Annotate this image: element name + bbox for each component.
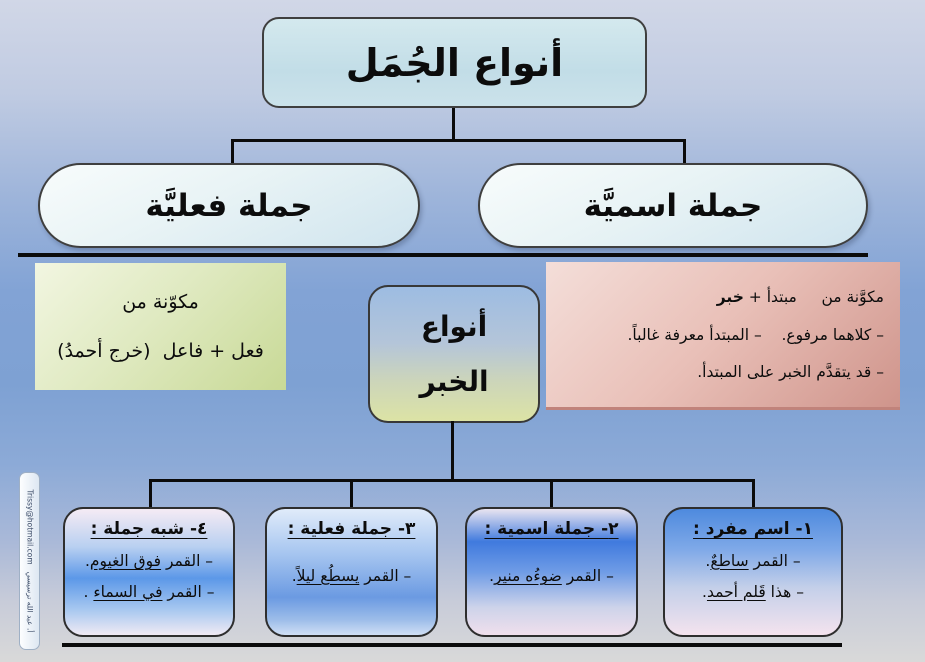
example-segment: – القمر — [359, 567, 412, 585]
example-segment: . — [705, 552, 711, 570]
type2-example-1 — [489, 567, 614, 585]
example-underlined: في السماء — [93, 583, 163, 601]
example-segment: . — [84, 552, 90, 570]
watermark-badge — [19, 472, 40, 650]
connector-type2-drop — [550, 479, 553, 508]
divider-line-bottom — [62, 643, 842, 647]
nominal-note-line1 — [562, 288, 884, 306]
type4-title: ٤- شبه جملة : — [90, 519, 208, 539]
connector-branch-left-drop — [231, 139, 234, 166]
connector-branch-right-drop — [683, 139, 686, 166]
nominal-note-line2: – كلاهما مرفوع. – المبتدأ معرفة غالباً. — [627, 325, 884, 344]
connector-type1-drop — [752, 479, 755, 508]
branch-nominal-pill — [478, 163, 868, 248]
type-box-nominal-sentence — [465, 507, 638, 637]
connector-type4-drop — [149, 479, 152, 508]
connector-branch-bar — [231, 139, 686, 142]
example-segment: – القمر — [561, 567, 614, 585]
type-box-quasi-sentence — [63, 507, 235, 637]
type3-example-1 — [292, 567, 412, 585]
example-underlined: ساطعٌ — [710, 552, 749, 570]
example-segment: – القمر — [161, 552, 214, 570]
watermark-name: أ. عبد الله ترسيسي — [25, 571, 34, 633]
type2-title: ٢- جملة اسمية : — [484, 519, 619, 539]
nominal-note-line1-khabar: خبر — [716, 287, 744, 306]
example-underlined: فوق الغيوم — [89, 552, 162, 570]
type4-example-2 — [84, 583, 215, 601]
khabar-types-box — [368, 285, 540, 423]
verbal-note-box — [35, 263, 286, 390]
connector-type3-drop — [350, 479, 353, 508]
type4-example-1 — [85, 552, 213, 570]
example-segment: . — [702, 583, 707, 601]
example-segment: – هذا — [765, 583, 804, 601]
type3-title: ٣- جملة فعلية : — [287, 519, 416, 539]
khabar-box-line1: أنواع — [420, 309, 488, 343]
title-box — [262, 17, 647, 108]
branch-verbal-pill — [38, 163, 420, 248]
title-text: أنواع الجُمَل — [345, 40, 564, 85]
connector-khabar-stem — [451, 421, 454, 482]
nominal-note-box — [546, 262, 900, 410]
watermark-email: Trissy@hotmail.com — [25, 489, 34, 565]
type1-example-2 — [702, 583, 804, 601]
verbal-note-line1: مكوّنة من — [122, 290, 199, 313]
khabar-box-line2: الخبر — [419, 365, 489, 399]
branch-nominal-label: جملة اسميَّة — [583, 187, 763, 224]
nominal-note-line1-mid: مبتدأ + — [743, 287, 797, 306]
branch-verbal-label: جملة فعليَّة — [145, 187, 313, 224]
example-segment: – القمر — [162, 583, 215, 601]
example-segment: . — [83, 583, 94, 601]
type-box-verbal-sentence — [265, 507, 438, 637]
verbal-note-line2: فعل + فاعل (خرج أحمدُ) — [57, 340, 264, 363]
example-segment: – القمر — [748, 552, 801, 570]
connector-title-stem — [452, 106, 455, 142]
example-segment: . — [291, 567, 297, 585]
watermark-text — [21, 475, 38, 647]
type1-title: ١- اسم مفرد : — [693, 519, 813, 539]
divider-line-top — [18, 253, 868, 257]
type1-example-1 — [705, 552, 800, 570]
type-box-single-noun — [663, 507, 843, 637]
nominal-note-line1-right: مكوَّنة من — [796, 287, 884, 306]
example-segment: . — [489, 567, 495, 585]
example-underlined: يسطُع ليلاً — [296, 567, 360, 585]
example-underlined: ضوءُه منير — [494, 567, 562, 585]
connector-types-bar — [149, 479, 755, 482]
example-underlined: قَلم أحمد — [706, 583, 766, 601]
nominal-note-line3: – قد يتقدَّم الخبر على المبتدأ. — [697, 363, 884, 382]
